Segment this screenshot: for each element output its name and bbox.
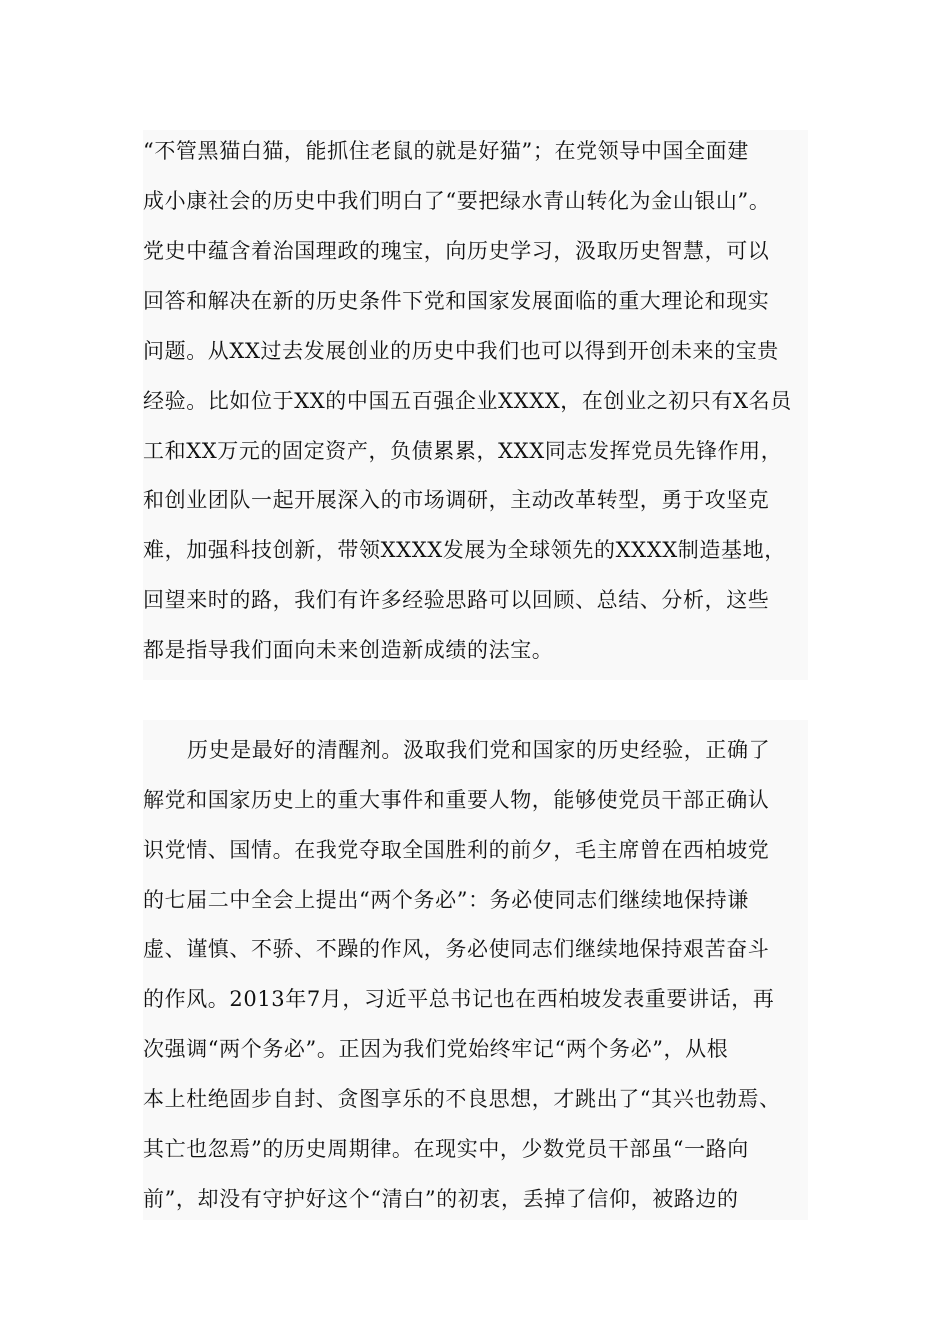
paragraph-line: 都是指导我们面向未来创造新成绩的法宝。 xyxy=(143,638,554,662)
paragraph-line: 次强调“两个务必”。正因为我们党始终牢记“两个务必”，从根 xyxy=(143,1037,729,1061)
paragraph-line: 虚、谨慎、不骄、不躁的作风，务必使同志们继续地保持艰苦奋斗 xyxy=(143,937,770,961)
paragraph-line: 回答和解决在新的历史条件下党和国家发展面临的重大理论和现实 xyxy=(143,289,770,313)
paragraph-line: 经验。比如位于XX的中国五百强企业XXXX，在创业之初只有X名员 xyxy=(143,389,792,413)
paragraph-line: 其亡也忽焉”的历史周期律。在现实中，少数党员干部虽“一路向 xyxy=(143,1137,749,1161)
paragraph-line: 本上杜绝固步自封、贪图享乐的不良思想，才跳出了“其兴也勃焉、 xyxy=(143,1087,781,1111)
paragraph-line: 历史是最好的清醒剂。汲取我们党和国家的历史经验，正确了 xyxy=(187,738,771,762)
paragraph-line: 回望来时的路，我们有许多经验思路可以回顾、总结、分析，这些 xyxy=(143,588,770,612)
paragraph-line: 的作风。2013年7月，习近平总书记也在西柏坡发表重要讲话，再 xyxy=(143,987,775,1011)
paragraph-line: 工和XX万元的固定资产，负债累累，XXX同志发挥党员先锋作用， xyxy=(143,439,783,463)
paragraph-line: 识党情、国情。在我党夺取全国胜利的前夕，毛主席曾在西柏坡党 xyxy=(143,838,770,862)
paragraph-line: 党史中蕴含着治国理政的瑰宝，向历史学习，汲取历史智慧，可以 xyxy=(143,239,770,263)
paragraph-line: 问题。从XX过去发展创业的历史中我们也可以得到开创未来的宝贵 xyxy=(143,339,779,363)
paragraph-line: 成小康社会的历史中我们明白了“要把绿水青山转化为金山银山”。 xyxy=(143,189,771,213)
paragraph-1 xyxy=(143,130,808,680)
paragraph-line: 和创业团队一起开展深入的市场调研，主动改革转型，勇于攻坚克 xyxy=(143,488,770,512)
paragraph-line: 的七届二中全会上提出“两个务必”：务必使同志们继续地保持谦 xyxy=(143,888,749,912)
paragraph-line: “不管黑猫白猫，能抓住老鼠的就是好猫”；在党领导中国全面建 xyxy=(143,139,749,163)
paragraph-2 xyxy=(143,720,808,1220)
paragraph-line: 前”，却没有守护好这个“清白”的初衷，丢掉了信仰，被路边的 xyxy=(143,1187,739,1211)
paragraph-line: 难，加强科技创新，带领XXXX发展为全球领先的XXXX制造基地， xyxy=(143,538,786,562)
paragraph-line: 解党和国家历史上的重大事件和重要人物，能够使党员干部正确认 xyxy=(143,788,770,812)
